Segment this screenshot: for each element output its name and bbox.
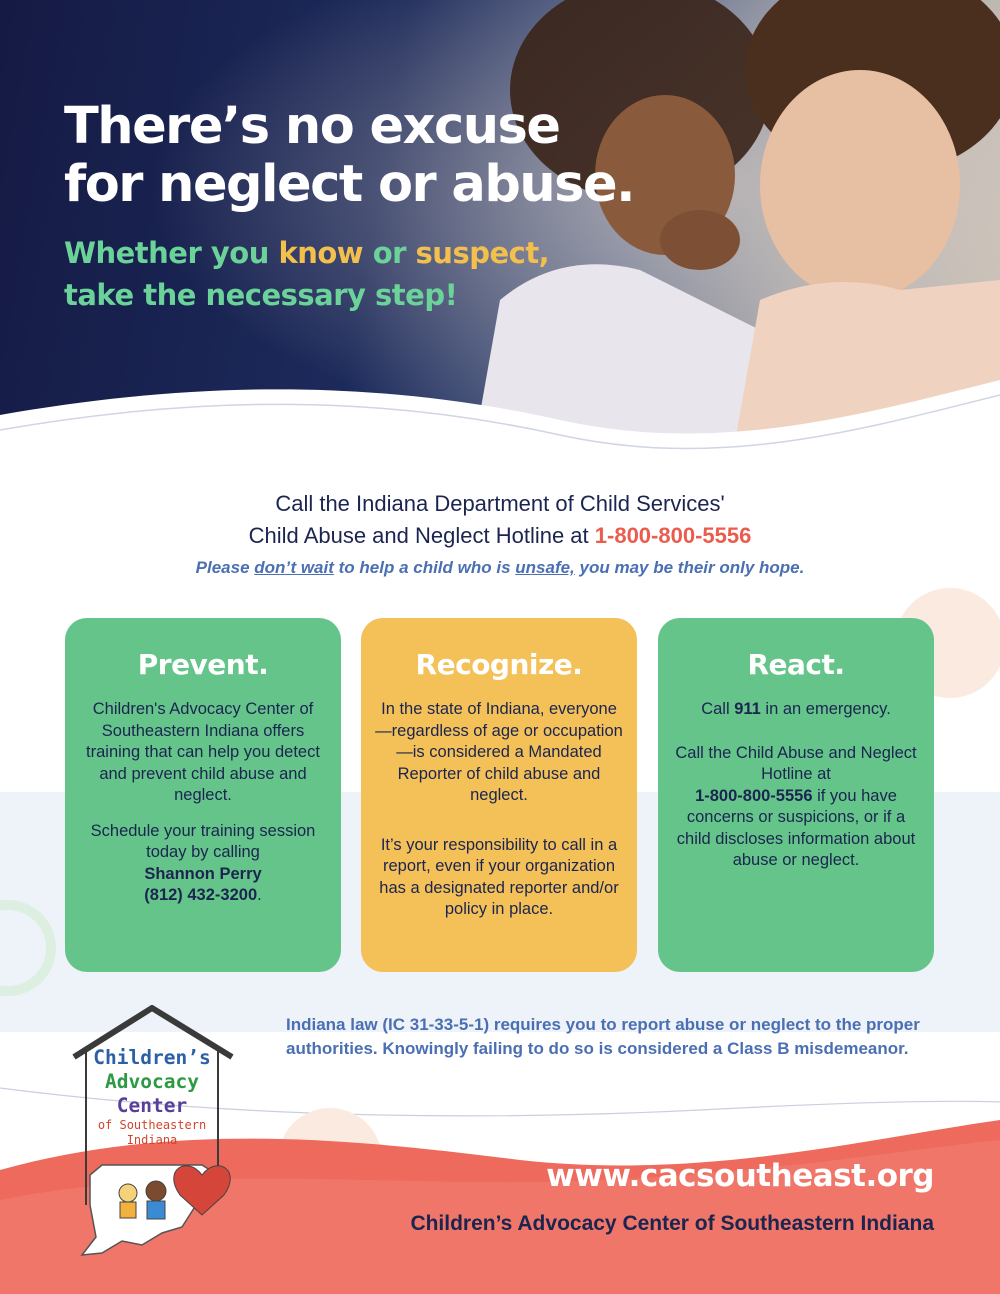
card-prevent-para-1: Children's Advocacy Center of Southeastern Indiana offers training that can help you detect and prevent child abuse and neglect.	[86, 700, 320, 804]
plea-part-3: you may be their only hope.	[574, 558, 805, 577]
card-react-para-1	[672, 699, 920, 721]
hotline-line-2	[0, 520, 1000, 552]
logo-line-4: of Southeastern	[97, 1118, 207, 1132]
card-recognize-para-2: It’s your responsibility to call in a report, even if your organization has a designated reporter and/or policy in place.	[379, 835, 619, 918]
hero-wave-divider	[0, 360, 1000, 470]
card-prevent	[65, 618, 341, 972]
card-prevent-title: Prevent.	[137, 648, 269, 681]
subheadline-know: know	[278, 236, 364, 270]
card-react-para-2-a: Call the Child Abuse and Neglect Hotline at	[675, 743, 917, 783]
card-react	[658, 618, 934, 972]
logo-text	[86, 1046, 218, 1148]
card-recognize	[361, 618, 637, 972]
subheadline	[64, 232, 549, 316]
plea-unsafe: unsafe,	[515, 558, 575, 577]
hotline-line-1: Call the Indiana Department of Child Services'	[275, 491, 725, 516]
hotline-phone: 1-800-800-5556	[594, 523, 752, 548]
card-react-para-2	[672, 743, 920, 872]
card-recognize-para-1: In the state of Indiana, everyone—regardless of age or occupation—is considered a Mandated Reporter of child abuse and neglect.	[375, 700, 623, 804]
hero-section	[0, 0, 1000, 470]
card-prevent-para-2	[79, 821, 327, 907]
footer-website-link[interactable]: www.cacsoutheast.org	[546, 1158, 934, 1194]
card-react-para-1-a: Call	[701, 700, 735, 718]
card-prevent-para-2-end: .	[257, 886, 262, 904]
card-react-title: React.	[747, 648, 845, 681]
card-react-phone: 1-800-800-5556	[695, 786, 813, 805]
logo-line-2: Advocacy	[105, 1070, 199, 1093]
plea-dont-wait: don’t wait	[254, 558, 334, 577]
subheadline-line-2: take the necessary step!	[64, 278, 458, 312]
plea-part-2: to help a child who is	[333, 558, 516, 577]
plea-part-1: Please	[195, 558, 255, 577]
card-react-911: 911	[734, 700, 761, 718]
card-recognize-title: Recognize.	[415, 648, 583, 681]
logo-line-1: Children’s	[93, 1046, 211, 1069]
subheadline-part-1: Whether you	[64, 236, 279, 270]
card-prevent-contact-phone: (812) 432-3200	[144, 886, 258, 904]
hotline-block	[0, 488, 1000, 578]
law-notice: Indiana law (IC 31-33-5-1) requires you to report abuse or neglect to the proper authorities. Knowingly failing to do so is considered a Class B misdemeanor.	[286, 1015, 920, 1058]
headline-line-2: for neglect or abuse.	[64, 155, 634, 214]
card-prevent-para-2-text: Schedule your training session today by calling	[90, 821, 316, 861]
subheadline-part-2: or	[363, 236, 416, 270]
card-react-para-2-b: if you have concerns or suspicions, or if a child discloses information about abuse or neglect.	[676, 786, 916, 869]
headline	[64, 98, 634, 214]
card-prevent-contact-name: Shannon Perry	[144, 864, 262, 883]
card-react-para-1-b: in an emergency.	[760, 700, 891, 718]
hotline-line-2-text: Child Abuse and Neglect Hotline at	[248, 523, 595, 548]
hotline-plea	[0, 558, 1000, 578]
footer-organization-name: Children’s Advocacy Center of Southeastern Indiana	[410, 1212, 934, 1235]
subheadline-suspect: suspect,	[415, 236, 550, 270]
headline-line-1: There’s no excuse	[64, 97, 560, 156]
logo-line-3: Center	[116, 1094, 188, 1117]
logo-line-5: Indiana	[126, 1133, 178, 1147]
